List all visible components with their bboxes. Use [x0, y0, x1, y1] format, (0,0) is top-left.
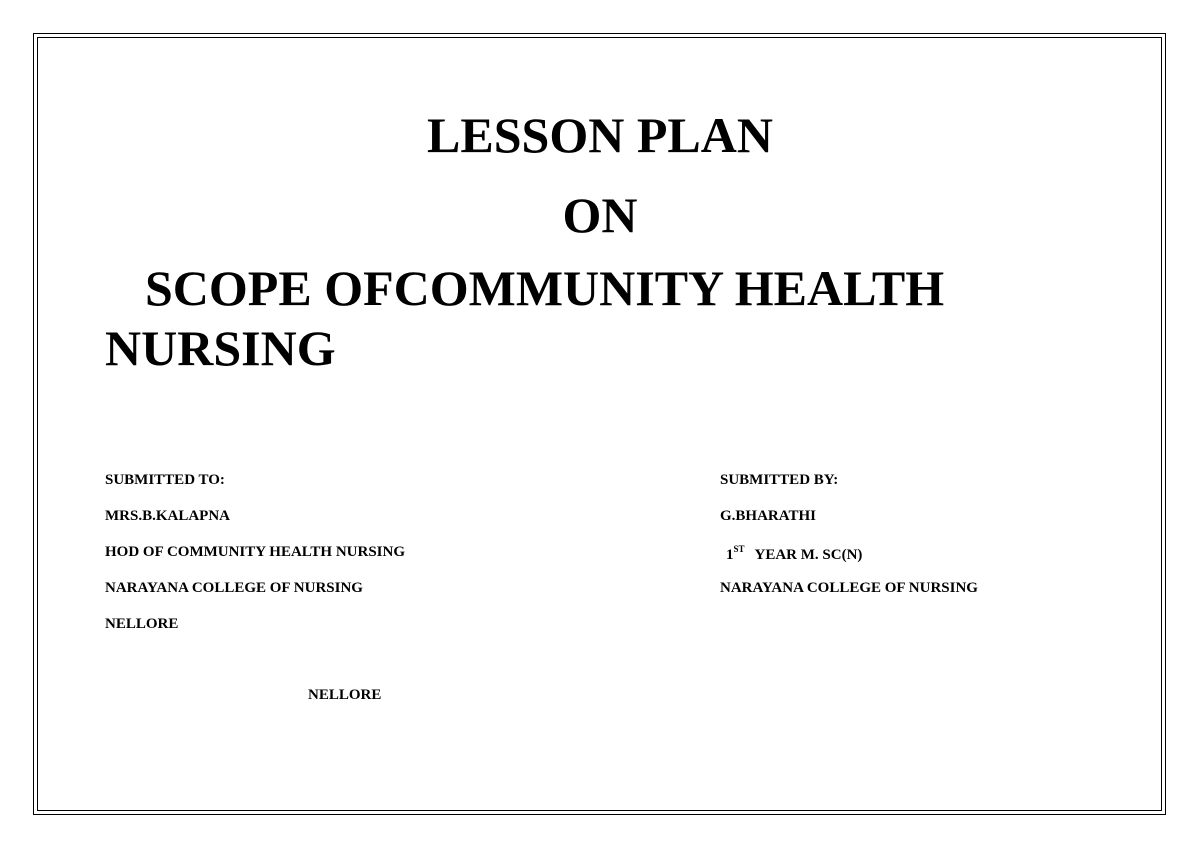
title-line-topic-continued: NURSING [105, 320, 336, 376]
year-course: YEAR M. SC(N) [754, 547, 863, 563]
submitted-to-college: NARAYANA COLLEGE OF NURSING [105, 580, 363, 596]
submitted-by-name: G.BHARATHI [720, 508, 816, 524]
title-line-topic: SCOPE OFCOMMUNITY HEALTH [145, 260, 945, 316]
submitted-to-city: NELLORE [105, 616, 179, 632]
footer-place: NELLORE [308, 687, 382, 703]
submitted-to-name: MRS.B.KALAPNA [105, 508, 231, 524]
title-line-lesson-plan: LESSON PLAN [427, 107, 773, 163]
submitted-by-heading: SUBMITTED BY: [720, 472, 839, 488]
year-suffix: ST [733, 544, 745, 554]
title-line-on: ON [562, 187, 638, 243]
submitted-by-college: NARAYANA COLLEGE OF NURSING [720, 580, 978, 596]
year-number: 1 [726, 547, 734, 563]
submitted-by-year [726, 545, 862, 563]
submitted-to-heading: SUBMITTED TO: [105, 472, 225, 488]
submitted-to-designation: HOD OF COMMUNITY HEALTH NURSING [105, 544, 406, 560]
